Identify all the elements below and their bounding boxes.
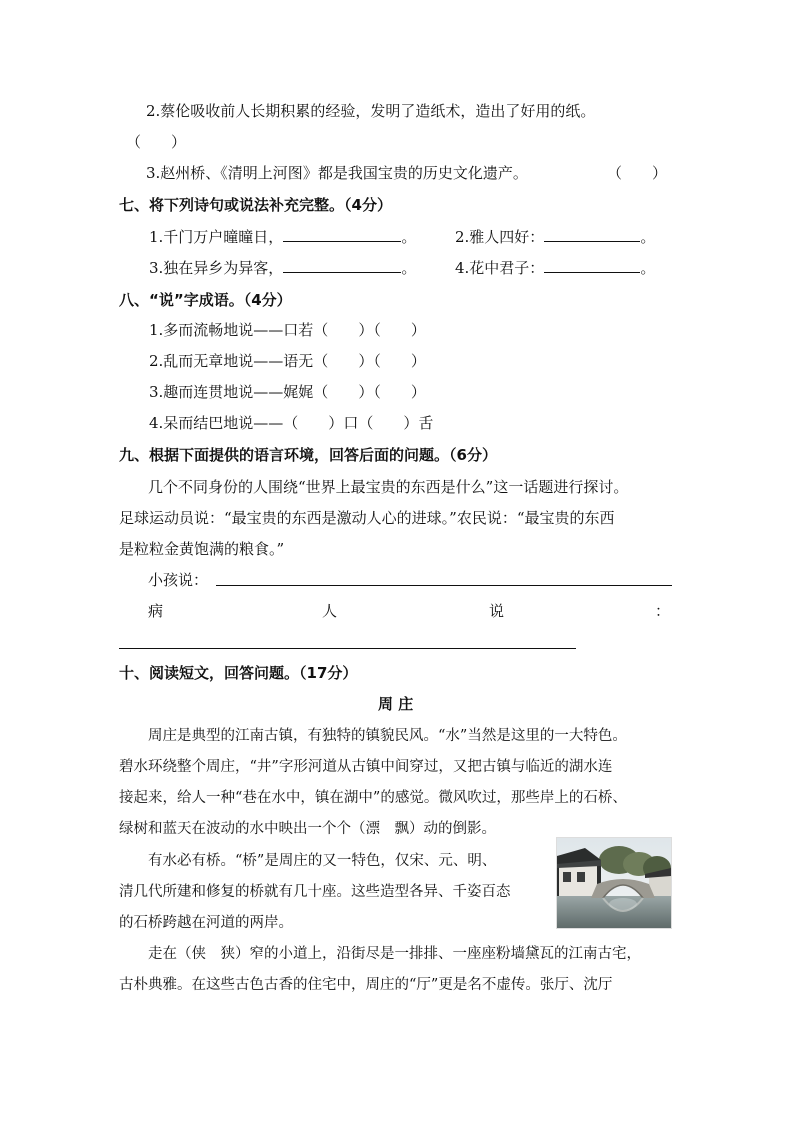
passage-line-7: 的石桥跨越在河道的两岸。: [119, 915, 293, 931]
question-8-1: 1.多而流畅地说——口若（ ）（ ）: [149, 321, 426, 339]
section-8-heading: 八、“说”字成语。（4分）: [119, 291, 292, 309]
question-7-3: [149, 258, 416, 278]
period: 。: [401, 228, 417, 246]
question-7-4-text: 4.花中君子：: [455, 259, 545, 277]
passage-line-3: 接起来，给人一种“巷在水中，镇在湖中”的感觉。微风吹过，那些岸上的石桥、: [119, 790, 627, 806]
blank-7-4[interactable]: [544, 258, 640, 273]
patient-char-2: 人: [322, 602, 338, 620]
passage-line-4: 绿树和蓝天在波动的水中映出一个个（漂 飘）动的倒影。: [119, 821, 496, 837]
blank-7-1[interactable]: [283, 227, 401, 242]
question-7-4: [455, 258, 655, 278]
passage-line-5: 有水必有桥。“桥”是周庄的又一特色，仅宋、元、明、: [148, 853, 497, 869]
question-7-2-text: 2.雅人四好：: [455, 228, 545, 246]
passage-line-6: 清几代所建和修复的桥就有几十座。这些造型各异、千姿百态: [119, 884, 511, 900]
child-answer-line[interactable]: [216, 585, 672, 586]
question-8-3: 3.趣而连贯地说——娓娓（ ）（ ）: [149, 383, 426, 401]
answer-paren-6-3[interactable]: （ ）: [607, 164, 668, 182]
passage-title: 周 庄: [378, 695, 414, 713]
question-8-4: 4.呆而结巴地说——（ ）口（ ）舌: [149, 414, 434, 432]
bridge-image: [557, 838, 671, 928]
section-7-heading: 七、将下列诗句或说法补充完整。（4分）: [119, 196, 392, 214]
context-line-3: 是粒粒金黄饱满的粮食。”: [119, 540, 285, 558]
blank-7-3[interactable]: [283, 258, 401, 273]
context-line-1: 几个不同身份的人围绕“世界上最宝贵的东西是什么”这一话题进行探讨。: [148, 478, 629, 496]
passage-line-2: 碧水环绕整个周庄，“井”字形河道从古镇中间穿过，又把古镇与临近的湖水连: [119, 759, 613, 775]
patient-answer-line[interactable]: [119, 648, 576, 649]
question-6-3: 3.赵州桥、《清明上河图》都是我国宝贵的历史文化遗产。: [146, 164, 528, 182]
question-7-3-text: 3.独在异乡为异客，: [149, 259, 284, 277]
patient-colon: ：: [655, 602, 671, 620]
patient-char-1: 病: [148, 602, 164, 620]
passage-line-9: 古朴典雅。在这些古色古香的住宅中，周庄的“厅”更是名不虚传。张厅、沈厅: [119, 977, 613, 993]
question-6-2: 2.蔡伦吸收前人长期积累的经验，发明了造纸术，造出了好用的纸。: [146, 102, 596, 120]
patient-char-3: 说: [489, 602, 505, 620]
question-8-2: 2.乱而无章地说——语无（ ）（ ）: [149, 352, 426, 370]
period: 。: [640, 259, 656, 277]
period: 。: [640, 228, 656, 246]
question-7-1: [149, 227, 416, 247]
question-7-2: [455, 227, 655, 247]
answer-paren-6-2[interactable]: （ ）: [126, 133, 187, 151]
context-line-2: 足球运动员说：“最宝贵的东西是激动人心的进球。”农民说：“最宝贵的东西: [119, 509, 615, 527]
passage-line-1: 周庄是典型的江南古镇，有独特的镇貌民风。“水”当然是这里的一大特色。: [148, 728, 627, 744]
blank-7-2[interactable]: [544, 227, 640, 242]
child-says-label: 小孩说：: [148, 571, 209, 589]
zhouzhuang-bridge-photo: [556, 837, 672, 929]
section-10-heading: 十、阅读短文，回答问题。（17分）: [119, 664, 358, 682]
period: 。: [401, 259, 417, 277]
question-7-1-text: 1.千门万户曈曈日，: [149, 228, 284, 246]
passage-line-8: 走在（侠 狭）窄的小道上，沿街尽是一排排、一座座粉墙黛瓦的江南古宅，: [148, 946, 641, 962]
section-9-heading: 九、根据下面提供的语言环境，回答后面的问题。（6分）: [119, 446, 497, 464]
